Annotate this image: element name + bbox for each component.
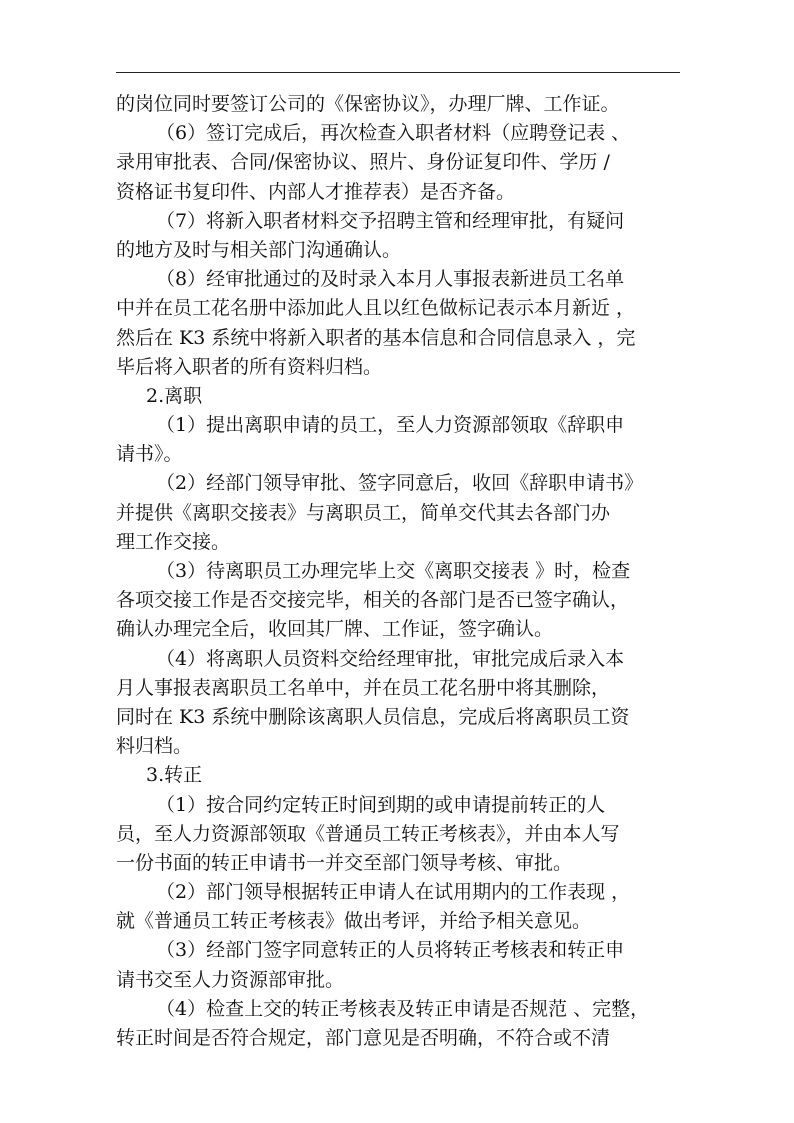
text-line: （3）经部门签字同意转正的人员将转正考核表和转正申 — [156, 939, 625, 962]
text-line: （1）提出离职申请的员工，至人力资源部领取《辞职申 — [156, 414, 625, 437]
text-line: 请书》。 — [116, 443, 183, 466]
text-line: 录用审批表、合同/保密协议、照片、身份证复印件、学历 / — [116, 151, 610, 174]
text-line: 的岗位同时要签订公司的《保密协议》，办理厂牌、工作证。 — [116, 93, 620, 115]
text-line: 各项交接工作是否交接完毕，相关的各部门是否已签字确认， — [116, 589, 630, 612]
text-line: 毕后将入职者的所有资料归档。 — [116, 355, 383, 378]
text-line: 理工作交接。 — [116, 530, 231, 553]
text-line: 的地方及时与相关部门沟通确认。 — [116, 238, 402, 261]
text-line: （6）签订完成后，再次检查入职者材料（应聘登记表 、 — [156, 122, 631, 145]
text-line: 确认办理完全后，收回其厂牌、工作证，签字确认。 — [116, 618, 554, 641]
text-line: （2）部门领导根据转正申请人在试用期内的工作表现 ， — [156, 881, 631, 904]
text-line: 一份书面的转正申请书一并交至部门领导考核、审批。 — [116, 851, 573, 874]
text-line: （2）经部门领导审批、签字同意后，收回《辞职申请书》 — [156, 472, 644, 495]
text-line: （7）将新入职者材料交予招聘主管和经理审批，有疑问 — [156, 209, 625, 232]
text-line: 中并在员工花名册中添加此人且以红色做标记表示本月新近 ， — [116, 297, 636, 320]
text-line: （3）待离职员工办理完毕上交《离职交接表 》时，检查 — [156, 560, 631, 582]
text-line: 然后在 K3 系统中将新入职者的基本信息和合同信息录入 ，完 — [116, 326, 636, 349]
section-heading: 3.转正 — [146, 764, 203, 787]
text-line: 转正时间是否符合规定，部门意见是否明确，不符合或不清 — [116, 1027, 611, 1049]
text-line: 并提供《离职交接表》与离职员工，简单交代其去各部门办 — [116, 501, 611, 524]
text-line: （8）经审批通过的及时录入本月人事报表新进员工名单 — [156, 268, 625, 291]
text-line: 就《普通员工转正考核表》做出考评，并给予相关意见。 — [116, 910, 592, 933]
section-heading: 2.离职 — [146, 384, 203, 407]
text-line: 资格证书复印件、内部人才推荐表）是否齐备。 — [116, 180, 516, 203]
text-line: 料归档。 — [116, 735, 193, 758]
text-line: （1）按合同约定转正时间到期的或申请提前转正的人 — [156, 793, 606, 816]
text-line: 月人事报表离职员工名单中，并在员工花名册中将其删除， — [116, 676, 611, 699]
text-line: 员，至人力资源部领取《普通员工转正考核表》，并由本人写 — [116, 822, 620, 845]
text-line: （4）将离职人员资料交给经理审批，审批完成后录入本 — [156, 647, 625, 670]
text-line: （4）检查上交的转正考核表及转正申请是否规范 、完整， — [156, 997, 650, 1020]
text-line: 同时在 K3 系统中删除该离职人员信息，完成后将离职员工资 — [116, 705, 630, 728]
text-line: 请书交至人力资源部审批。 — [116, 968, 345, 991]
document-body — [116, 90, 682, 1053]
header-rule — [116, 72, 680, 73]
